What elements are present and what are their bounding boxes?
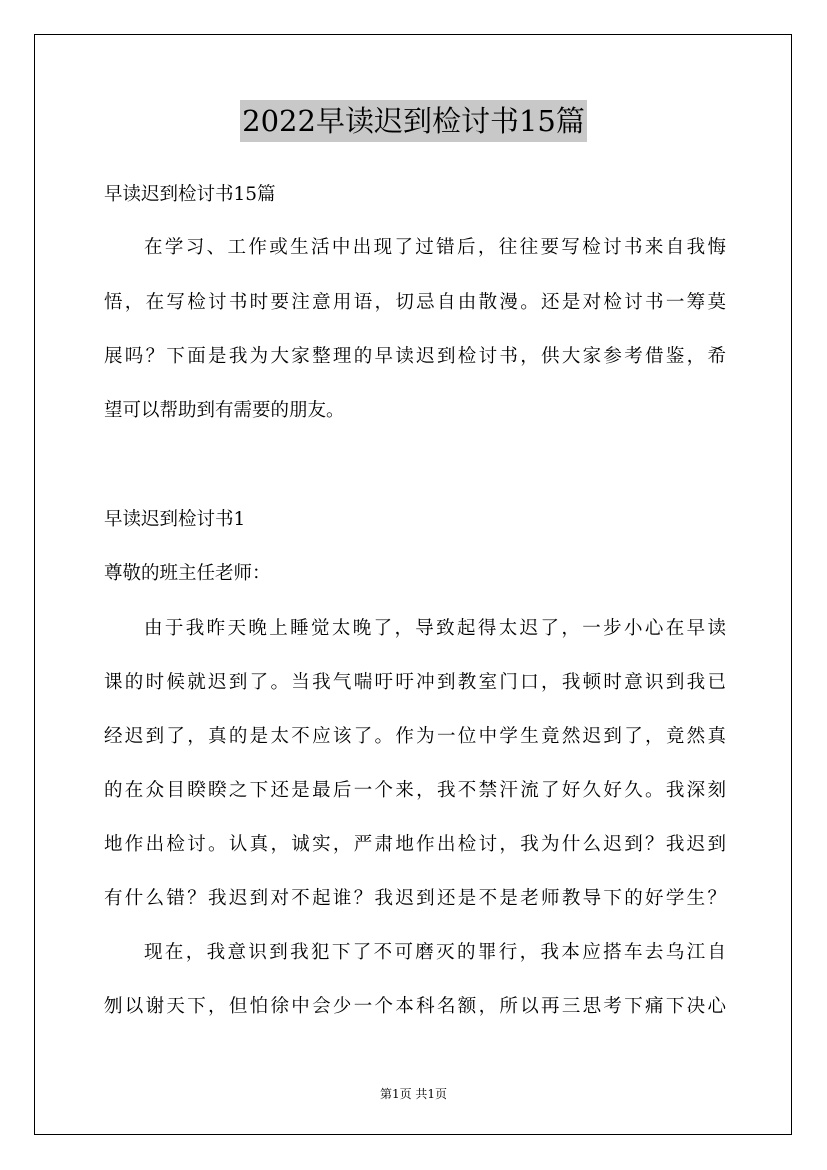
paragraph-line: 有什么错？我迟到对不起谁？我迟到还是不是老师教导下的好学生？ <box>104 888 726 909</box>
paragraph-line: 悟，在写检讨书时要注意用语，切忌自由散漫。还是对检讨书一筹莫 <box>104 292 726 313</box>
salutation: 尊敬的班主任老师： <box>104 563 271 584</box>
paragraph-line: 展吗？下面是我为大家整理的早读迟到检讨书，供大家参考借鉴，希 <box>104 346 726 367</box>
paragraph-line: 地作出检讨。认真，诚实，严肃地作出检讨，我为什么迟到？我迟到 <box>104 834 726 855</box>
document-title: 2022早读迟到检讨书15篇 <box>240 100 587 142</box>
paragraph-line: 在学习、工作或生活中出现了过错后，往往要写检讨书来自我悔 <box>144 237 726 258</box>
paragraph-line: 望可以帮助到有需要的朋友。 <box>104 400 345 421</box>
title-container <box>0 100 827 142</box>
page-footer: 第1页 共1页 <box>379 1087 448 1101</box>
section-heading: 早读迟到检讨书1 <box>104 509 246 530</box>
paragraph-line: 经迟到了，真的是太不应该了。作为一位中学生竟然迟到了，竟然真 <box>104 726 726 747</box>
paragraph-line: 由于我昨天晚上睡觉太晚了，导致起得太迟了，一步小心在早读 <box>144 618 726 639</box>
paragraph-line: 刎以谢天下，但怕徐中会少一个本科名额，所以再三思考下痛下决心 <box>104 996 726 1017</box>
paragraph-line: 的在众目睽睽之下还是最后一个来，我不禁汗流了好久好久。我深刻 <box>104 780 726 801</box>
subtitle-line: 早读迟到检讨书15篇 <box>104 184 276 205</box>
paragraph-line: 课的时候就迟到了。当我气喘吁吁冲到教室门口，我顿时意识到我已 <box>104 672 726 693</box>
paragraph-line: 现在，我意识到我犯下了不可磨灭的罪行，我本应搭车去乌江自 <box>144 942 726 963</box>
